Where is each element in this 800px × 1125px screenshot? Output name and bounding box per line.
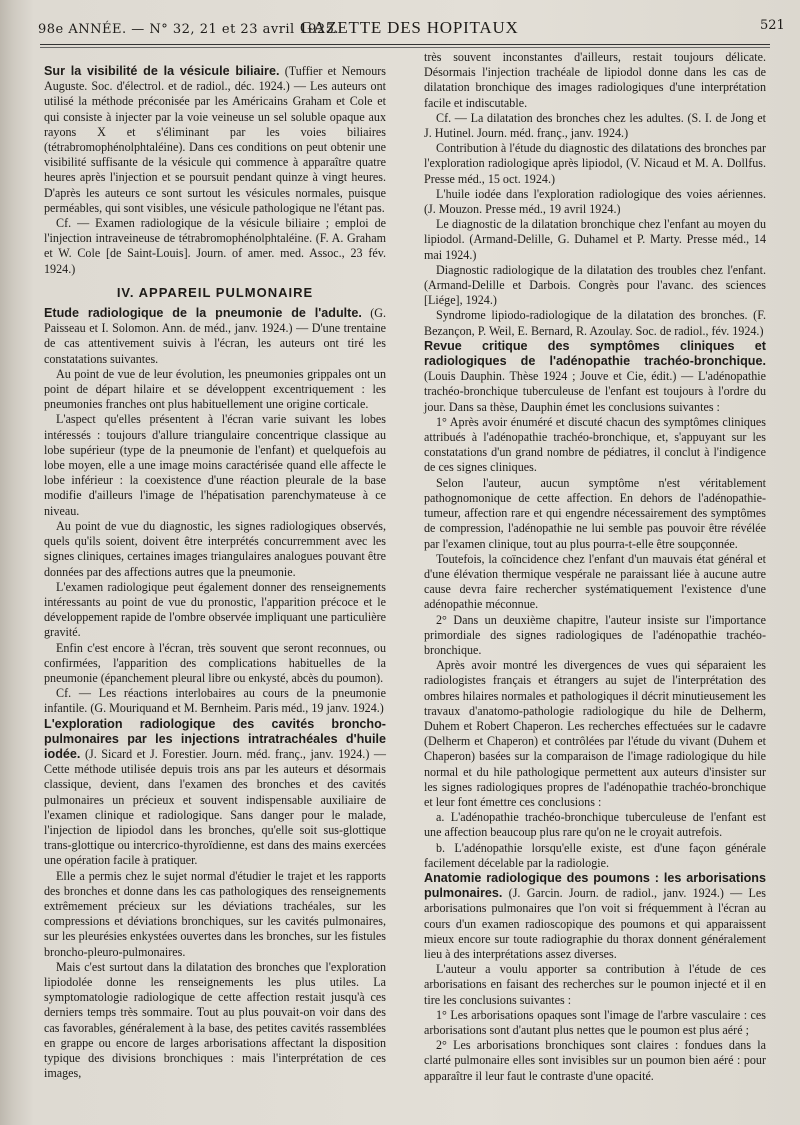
article-body: (Louis Dauphin. Thèse 1924 ; Jouve et Cie, édit.) — L'adénopathie trachéo-bronchique tuberculeuse de l'enfant est toujours à l'ordre du jour. Dans sa thèse, Dauphin émet les conclusions suivantes : xyxy=(424,369,766,414)
paragraph: 1° Après avoir énuméré et discuté chacun des symptômes cliniques attribués à l'adénopathie trachéo-bronchique, et, s'appuyant sur les constatations d'un grand nombre de pédiatres, il conclut à l'indigence de ces signes cliniques. xyxy=(424,414,766,475)
reference: L'huile iodée dans l'exploration radiologique des voies aériennes. (J. Mouzon. Presse méd., 19 avril 1924.) xyxy=(424,186,766,217)
article-pneumonie xyxy=(44,306,386,367)
paragraph: Après avoir montré les divergences de vues qui séparaient les radiologistes français et étrangers au sujet de l'interprétation des ombres hilaires normales et pathologiques il décrit minutieusement les travaux d'anatomo-pathologie radiologique du hile de Delherm, Duhem et Robert Chaperon. Les recherches effectuées sur le cadavre (Delherm et Chaperon) et contrôlées par l'étude du vivant (Duhem et Chaperon) basées sur la comparaison de l'image radiologique du hile normal et du hile pathologique permettent aux auteurs d'insister sur les signes radiologiques propres de l'adénopathie trachéo-bronchique et leur font émettre ces conclusions : xyxy=(424,658,766,809)
reference: Diagnostic radiologique de la dilatation des troubles chez l'enfant. (Armand-Delille et Darbois. Congrès pour l'avanc. des sciences [Liége], 1924.) xyxy=(424,262,766,308)
issue-info: 98e ANNÉE. — N° 32, 21 et 23 avril 1925. xyxy=(38,22,340,37)
left-column xyxy=(44,64,386,1081)
paragraph: 2° Dans un deuxième chapitre, l'auteur insiste sur l'importance primordiale des signes radiologiques de l'adénopathie trachéo-bronchique. xyxy=(424,612,766,657)
paragraph: Au point de vue de leur évolution, les pneumonies grippales ont un point de départ hilaire et se développent excentriquement : les pneumonies franches ont plus habituellement une origine corticale. xyxy=(44,366,386,412)
paragraph: L'examen radiologique peut également donner des renseignements intéressants au point de vue du pronostic, l'apparition précoce et le développement rapide de l'ombre observée impliquant une particulière gravité. xyxy=(44,579,386,640)
reference: Syndrome lipiodo-radiologique de la dilatation des bronches. (F. Bezançon, P. Weil, E. Bernard, R. Azoulay. Soc. de radiol., fév. 1924.) xyxy=(424,308,766,338)
paragraph: L'aspect qu'elles présentent à l'écran varie suivant les lobes intéressés : toujours d'allure triangulaire concentrique classique au lobe supérieur (type de la pneumonie de l'enfant) et quelquefois au lobe moyen, elle a une image moins caractérisée quand elle affecte le lobe inférieur : la coexistence d'une réaction pleurale de la base modifie d'ailleurs l'image de l'hépatisation parenchymateuse à ce niveau. xyxy=(44,412,386,518)
paragraph: a. L'adénopathie trachéo-bronchique tuberculeuse de l'enfant est une affection beaucoup plus rare qu'on ne le croyait autrefois. xyxy=(424,810,766,840)
article-title: Revue critique des symptômes cliniques et radiologiques de l'adénopathie trachéo-bronchique. xyxy=(424,338,766,369)
paragraph: très souvent inconstantes d'ailleurs, restait toujours délicate. Désormais l'injection trachéale de lipiodol donne dans les cas de dilatation bronchique des images radiologiques d'une interprétation facile et indiscutable. xyxy=(424,50,766,110)
right-column xyxy=(424,50,766,1084)
paragraph: Enfin c'est encore à l'écran, très souvent que seront reconnues, ou confirmées, l'apparition des complications habituelles de la pneumonie (épanchement pleural libre ou enkysté, abcès du poumon). xyxy=(44,640,386,685)
page-number: 521 xyxy=(760,18,785,33)
page-header xyxy=(0,0,800,44)
cf-de-jong: Cf. — La dilatation des bronches chez les adultes. (S. I. de Jong et J. Hutinel. Journ. méd. franç., janv. 1924.) xyxy=(424,110,766,141)
journal-title: GAZETTE DES HOPITAUX xyxy=(300,18,519,37)
paragraph: Toutefois, la coïncidence chez l'enfant d'un mauvais état général et d'une élévation thermique vespérale ne paraissant liée à aucune autre cause devra faire rechercher systématiquement l'existence d'une adénopathie méconnue. xyxy=(424,551,766,612)
header-rule xyxy=(40,44,770,45)
article-body: (G. Paisseau et I. Solomon. Ann. de méd., janv. 1924.) — D'une trentaine de cas attentivement suivis à l'écran, les auteurs ont tiré les constatations suivantes. xyxy=(44,306,386,366)
article-body: (J. Garcin. Journ. de radiol., janv. 1924.) — Les arborisations pulmonaires que l'on voit si fréquemment à l'écran au cours d'un examen radioscopique des poumons et qui apparaissent mieux encore sur toute radiographie du thorax donnent généralement lieu à des interprétations assez diverses. xyxy=(424,886,766,961)
reference: Le diagnostic de la dilatation bronchique chez l'enfant au moyen du lipiodol. (Armand-Delille, G. Duhamel et P. Marty. Presse méd., 14 mai 1924.) xyxy=(424,217,766,262)
article-vesicule xyxy=(44,64,386,216)
article-title: Etude radiologique de la pneumonie de l'adulte. xyxy=(44,306,362,321)
article-title: Anatomie radiologique des poumons : les arborisations pulmonaires. xyxy=(424,870,766,901)
paragraph: Elle a permis chez le sujet normal d'étudier le trajet et les rapports des bronches et donne dans les cas pathologiques des renseignements extrêmement précieux sur les déviations trachéales, sur les compressions et déviations bronchiques, sur les cavités pulmonaires, sur les pleurésies enkystées ouvertes dans les bronches, sur les fistules broncho-pleuro-pulmonaires. xyxy=(44,868,386,959)
article-arborisations xyxy=(424,871,766,962)
article-body: (Tuffier et Nemours Auguste. Soc. d'électrol. et de radiol., déc. 1924.) — Les auteurs ont utilisé la méthode préconisée par les Américains Graham et Cole et qui consiste à injecter par la voie veineuse un sel soluble opaque aux rayons X et s'éliminant par les voies biliaires (tétrabromophénolphtaléine). Dans ces conditions on peut obtenir une visibilité suffisante de la vésicule qui commence à apparaître quatre heures après l'injection et se poursuit pendant quinze à vingt heures. D'après les auteurs ce sont surtout les vésicules normales, puisque perméables, qui sont visibles, une vésicule pathologique ne l'étant pas. xyxy=(44,64,386,215)
article-lipiodol xyxy=(44,717,386,869)
article-adenopathie xyxy=(424,339,766,415)
reference: Contribution à l'étude du diagnostic des dilatations des bronches par l'exploration radiologique après lipiodol, (V. Nicaud et M. A. Dollfus. Presse méd., 15 oct. 1924.) xyxy=(424,141,766,186)
article-title: L'exploration radiologique des cavités broncho-pulmonaires par les injections intratrachéales d'huile iodée. xyxy=(44,716,386,761)
header-rule-secondary xyxy=(40,47,770,48)
article-title: Sur la visibilité de la vésicule biliaire. xyxy=(44,64,280,78)
paragraph: 1° Les arborisations opaques sont l'image de l'arbre vasculaire : ces arborisations sont d'autant plus nettes que le poumon est plus aéré ; xyxy=(424,1007,766,1037)
paragraph: L'auteur a voulu apporter sa contribution à l'étude de ces arborisations en faisant des recherches sur le poumon injecté et il en tire les conclusions suivantes : xyxy=(424,962,766,1007)
paragraph: Selon l'auteur, aucun symptôme n'est véritablement pathognomonique de cette affection. En dehors de l'adénopathie-tumeur, affection rare et qui engendre nécessairement des symptômes de compression, l'adénopathie ne lui semble pas pouvoir être révélée par l'examen clinique, tout au plus pourra-t-elle être soupçonnée. xyxy=(424,475,766,551)
section-heading: IV. APPAREIL PULMONAIRE xyxy=(116,284,314,300)
paragraph: Mais c'est surtout dans la dilatation des bronches que l'exploration lipiodolée donne les renseignements les plus utiles. La symptomatologie radiologique de cette affection restait jusqu'à ces derniers temps très sommaire. Tout au plus pouvait-on voir dans des cas favorables, généralement à la base, des petites cavités rassemblées en grappe ou encore de larges arborisations affectant la disposition typique des divisions bronchiques : mais l'interprétation de ces images, xyxy=(44,959,386,1081)
paragraph: 2° Les arborisations bronchiques sont claires : fondues dans la clarté pulmonaire elles sont invisibles sur un poumon bien aéré : pour apparaître il leur faut le contraste d'une opacité. xyxy=(424,1038,766,1083)
paragraph: b. L'adénopathie lorsqu'elle existe, est d'une façon générale facilement décelable par la radiologie. xyxy=(424,840,766,870)
paragraph: Au point de vue du diagnostic, les signes radiologiques observés, quels qu'ils soient, doivent être interprétés concurremment avec les signes cliniques, certaines images triangulaires analogues pouvant être données par des affections autres que la pneumonie. xyxy=(44,518,386,579)
article-body: (J. Sicard et J. Forestier. Journ. méd. franç., janv. 1924.) — Cette méthode utilisée depuis trois ans par les auteurs et désormais classique, devient, dans l'examen des bronches et des cavités pulmonaires un précieux et souvent indispensable auxiliaire de l'examen clinique et radiologique. Sans danger pour le malade, l'injection de lipiodol dans les bronches, qu'elle soit sus-glottique trans-glottique ou intercrico-thyroïdienne, est dans des mains exercées une opération facile à pratiquer. xyxy=(44,746,386,868)
cf-graham-cole: Cf. — Examen radiologique de la vésicule biliaire ; emploi de l'injection intraveineuse de tétrabromophénolphtaléine. (F. A. Graham et W. Cole [de Saint-Louis]. Journ. of amer. med. Assoc., 23 fév. 1924.) xyxy=(44,216,386,276)
cf-mouriquand: Cf. — Les réactions interlobaires au cours de la pneumonie infantile. (G. Mouriquand et M. Bernheim. Paris méd., 19 janv. 1924.) xyxy=(44,686,386,716)
